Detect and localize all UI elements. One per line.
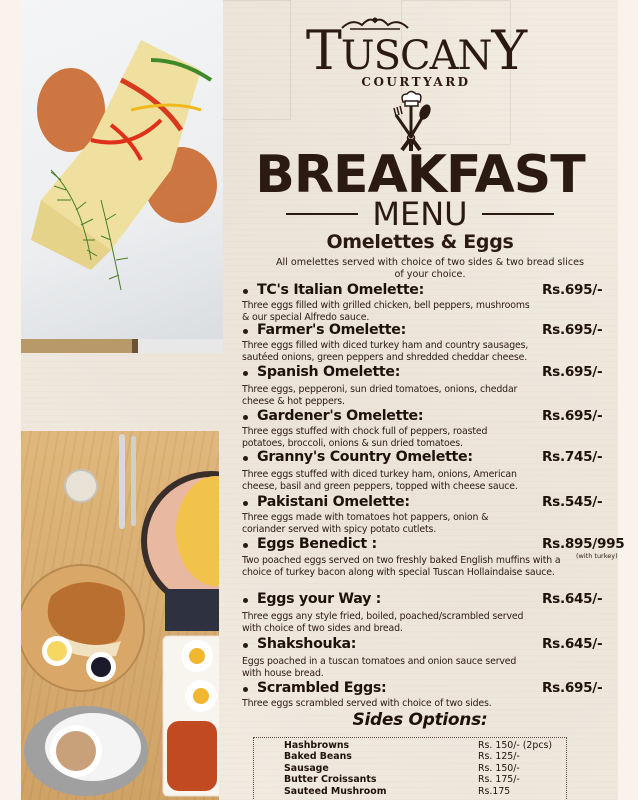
omelette-illustration: [21, 0, 223, 353]
side-item: [254, 740, 566, 751]
bullet-icon: [243, 543, 248, 548]
item-name: Gardener's Omelette:: [257, 408, 424, 424]
item-price: Rs.745/-: [542, 449, 603, 465]
divider-left: [286, 213, 358, 215]
item-name: Granny's Country Omelette:: [257, 449, 473, 465]
side-price: Rs.175: [478, 785, 511, 797]
bullet-icon: [243, 371, 248, 376]
menu-item: [242, 591, 622, 635]
bullet-icon: [243, 329, 248, 334]
item-price: Rs.645/-: [542, 636, 603, 652]
item-name: Eggs your Way :: [257, 591, 382, 607]
item-description: Three eggs, pepperoni, sun dried tomatoes, onions, cheddar cheese & hot peppers.: [242, 384, 518, 407]
side-price: Rs. 150/-: [478, 762, 520, 774]
item-price: Rs.695/-: [542, 364, 603, 380]
item-price: Rs.695/-: [542, 680, 603, 696]
side-price: Rs. 175/-: [478, 774, 520, 786]
bullet-icon: [243, 643, 248, 648]
menu-item: [242, 408, 622, 450]
side-item: [254, 751, 566, 762]
page-subtitle: MENU: [372, 195, 468, 233]
divider-right: [482, 213, 554, 215]
item-description: Eggs poached in a tuscan tomatoes and onion sauce served with house bread.: [242, 656, 517, 679]
menu-item: [242, 494, 622, 536]
side-name: Sausage: [284, 762, 329, 774]
item-name: Pakistani Omelette:: [257, 494, 410, 510]
item-name: Scrambled Eggs:: [257, 680, 387, 696]
bullet-icon: [243, 598, 248, 603]
side-name: Sauteed Mushroom: [284, 785, 387, 797]
chef-utensils-icon: [390, 90, 432, 152]
bullet-icon: [243, 415, 248, 420]
item-name: Shakshouka:: [257, 636, 357, 652]
item-price: Rs.645/-: [542, 591, 603, 607]
sides-list: [253, 737, 567, 800]
page-title: BREAKFAST: [255, 145, 585, 205]
menu-item: [242, 364, 622, 408]
menu-item: [242, 322, 622, 364]
side-price: Rs. 150/- (2pcs): [478, 740, 553, 751]
item-name: Spanish Omelette:: [257, 364, 401, 380]
item-price: Rs.695/-: [542, 408, 603, 424]
item-description: Three eggs scrambled served with choice of two sides.: [242, 698, 492, 709]
item-price: Rs.545/-: [542, 494, 603, 510]
item-name: TC's Italian Omelette:: [257, 282, 425, 298]
side-item: [254, 786, 566, 797]
item-price: Rs.895/995: [542, 536, 625, 552]
table-edge: [21, 339, 223, 353]
omelette-photo: [21, 0, 223, 353]
item-description: Three eggs any style fried, boiled, poached/scrambled served with choice of two sides and bread.: [242, 611, 524, 634]
menu-item: [242, 636, 622, 680]
item-description: Three eggs filled with diced turkey ham and country sausages, sautéed onions, green peppers and shredded cheddar cheese.: [242, 340, 529, 363]
item-description: Three eggs made with tomatoes hot pappers, onion & coriander served with spicy potato cutlets.: [242, 512, 489, 535]
item-price-note: (with turkey): [576, 552, 618, 560]
brand-final: Y: [491, 19, 527, 82]
section-title: Omelettes & Eggs: [326, 231, 514, 253]
item-price: Rs.695/-: [542, 322, 603, 338]
menu-item: [242, 282, 622, 324]
item-price: Rs.695/-: [542, 282, 603, 298]
side-name: Baked Beans: [284, 751, 352, 763]
side-name: Hashbrowns: [284, 740, 350, 751]
bullet-icon: [243, 501, 248, 506]
side-price: Rs. 125/-: [478, 751, 520, 763]
menu-subtitle-row: [270, 196, 570, 232]
section-note: All omelettes served with choice of two sides & two bread slices of your choice.: [275, 257, 585, 280]
item-name: Farmer's Omelette:: [257, 322, 406, 338]
bullet-icon: [243, 687, 248, 692]
item-description: Three eggs stuffed with chock full of peppers, roasted potatoes, broccoli, onions & sun dried tomatoes.: [242, 426, 488, 449]
item-description: Three eggs filled with grilled chicken, bell peppers, mushrooms & our special Alfredo sauce.: [242, 300, 530, 323]
menu-item: [242, 449, 622, 493]
brand-subtitle: COURTYARD: [361, 75, 471, 89]
breakfast-table-photo: [21, 431, 219, 800]
item-description: Two poached eggs served on two freshly baked English muffins with a choice of turkey bacon along with special Tuscan Hollaindaise sauce.: [242, 555, 561, 578]
item-description: Three eggs stuffed with diced turkey ham, onions, American cheese, basil and green peppers, topped with cheese sauce.: [242, 469, 518, 492]
brand-initial: T: [305, 19, 341, 82]
item-name: Eggs Benedict :: [257, 536, 377, 552]
brand-middle: USCAN: [340, 33, 492, 79]
bullet-icon: [243, 289, 248, 294]
bullet-icon: [243, 456, 248, 461]
breakfast-illustration: [21, 431, 219, 800]
menu-item: [242, 680, 622, 710]
menu-item: [242, 536, 625, 579]
side-item: [254, 774, 566, 785]
side-item: [254, 763, 566, 774]
side-name: Butter Croissants: [284, 774, 377, 786]
sides-title: Sides Options:: [352, 710, 488, 730]
